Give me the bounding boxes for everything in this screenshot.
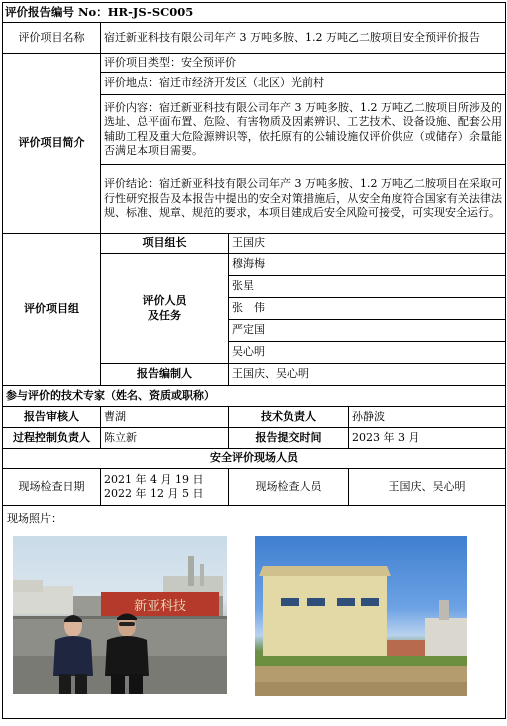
report-number-value: HR-JS-SC005: [107, 5, 194, 20]
onsite-photo-building: [255, 536, 467, 696]
summary-label: 评价项目简介: [3, 54, 101, 234]
team-member: 严定国: [229, 320, 506, 342]
experts-label: 参与评价的技术专家（姓名、资质或职称）: [3, 386, 506, 407]
summary-conclusion: 评价结论：宿迁新亚科技有限公司年产 3 万吨多胺、1.2 万吨乙二胺项目在采取可行性研究报告及本报告中提出的安全对策措施后，从安全角度符合国家有关法律法规、标准、规章、规范的要求，本项目建成后安全风险可接受，可实现安全运行。: [101, 165, 506, 234]
onsite-date: 2021 年 4 月 19 日: [104, 472, 204, 486]
report-number: [3, 3, 506, 23]
summary-content: 评价内容：宿迁新亚科技有限公司年产 3 万吨多胺、1.2 万吨乙二胺项目所涉及的选址、总平面布置、危险、有害物质及因素辨识、工艺技术、设备设施、配套公用辅助工程及重大危险源辨识等，依托原有的公辅设施仅评价供应（或储存）余量能否满足本项目需要。: [101, 95, 506, 165]
process-control: 陈立新: [101, 428, 229, 449]
compiler: 王国庆、吴心明: [229, 364, 506, 386]
onsite-dates: [101, 469, 229, 506]
auditor: 曹湖: [101, 407, 229, 428]
process-control-label: 过程控制负责人: [3, 428, 101, 449]
summary-type: 评价项目类型：安全预评价: [101, 54, 506, 73]
tech-lead-label: 技术负责人: [229, 407, 349, 428]
tech-lead: 孙静波: [349, 407, 506, 428]
project-name-label: 评价项目名称: [3, 23, 101, 54]
report-table: [2, 2, 506, 719]
onsite-personnel-label: 现场检查人员: [229, 469, 349, 506]
summary-location: 评价地点：宿迁市经济开发区（北区）光前村: [101, 73, 506, 95]
team-label: 评价项目组: [3, 234, 101, 386]
onsite-personnel: 王国庆、吴心明: [349, 469, 506, 506]
onsite-date: 2022 年 12 月 5 日: [104, 487, 204, 500]
team-leader-label: 项目组长: [101, 234, 229, 254]
auditor-label: 报告审核人: [3, 407, 101, 428]
team-member: 张星: [229, 276, 506, 298]
onsite-date-label: 现场检查日期: [3, 469, 101, 506]
team-member: 张 伟: [229, 298, 506, 320]
onsite-photos-label: 现场照片：: [7, 512, 62, 525]
team-leader: 王国庆: [229, 234, 506, 254]
submit-time-label: 报告提交时间: [229, 428, 349, 449]
evaluation-report-sheet: [2, 2, 505, 719]
project-name-value: 宿迁新亚科技有限公司年产 3 万吨多胺、1.2 万吨乙二胺项目安全预评价报告: [101, 23, 506, 54]
team-member: 穆海梅: [229, 254, 506, 276]
building-photo-graphic: [255, 536, 467, 696]
compiler-label: 报告编制人: [101, 364, 229, 386]
company-sign-text: 新亚科技: [133, 599, 187, 614]
team-members-label: [101, 254, 229, 364]
submit-time: 2023 年 3 月: [349, 428, 506, 449]
team-member: 吴心明: [229, 342, 506, 364]
onsite-section-label: 安全评价现场人员: [3, 449, 506, 469]
report-number-label: 评价报告编号 No：: [5, 5, 108, 20]
team-members-label-line2: 及任务: [148, 308, 181, 322]
onsite-photos-cell: [3, 506, 506, 719]
entrance-photo-graphic: [13, 536, 227, 694]
onsite-photo-entrance: [13, 536, 227, 694]
team-members-label-line1: 评价人员: [142, 294, 187, 307]
